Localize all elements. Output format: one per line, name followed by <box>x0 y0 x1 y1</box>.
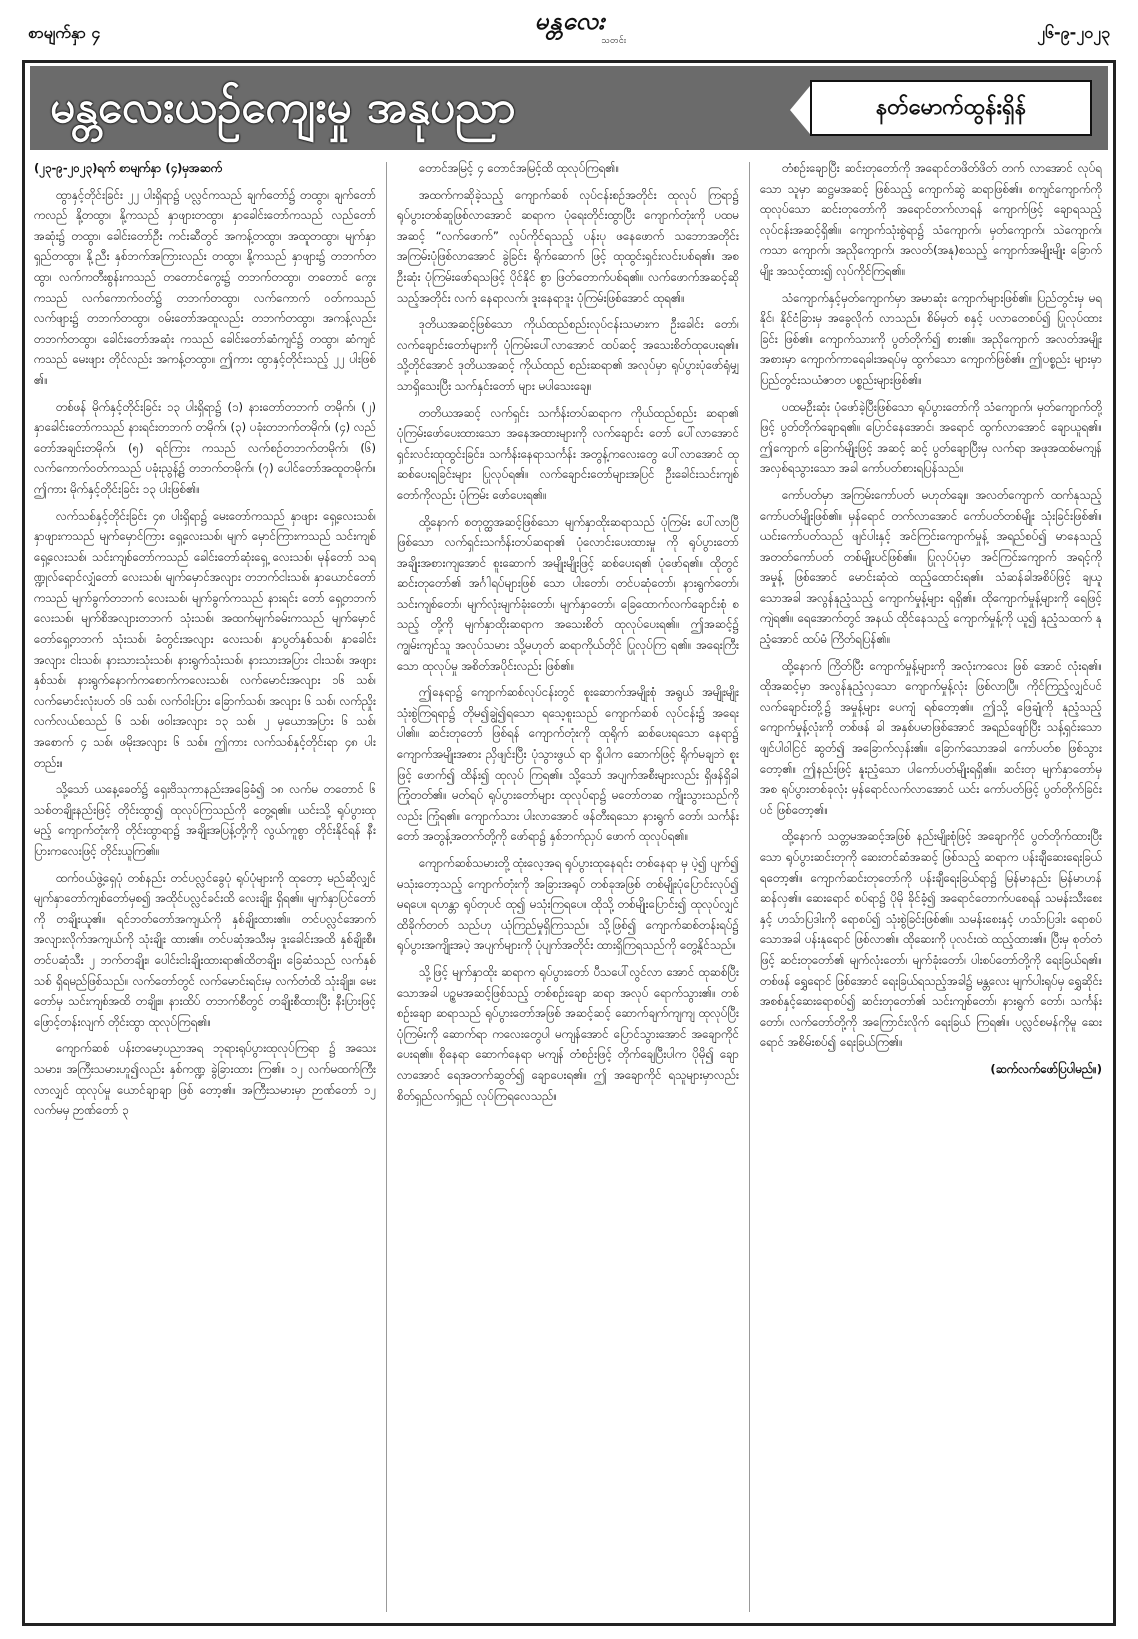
paragraph: တံစဉ်းချောပြီး ဆင်းတုတော်ကို အရောင်တဖိတ်ဖိတ် တက် လာအောင် လုပ်ရသော သူမှာ ဆဋ္ဌမအဆင့် ဖြစ်သည့် ကျောက်ဆွဲ ဆရာဖြစ်၏။ စကျင်ကျောက်ကို ထုလုပ်သော ဆင်းတုတော်ကို အရောင်တက်လာရန် ကျောက်ဖြင့် ချောရသည့် လုပ်ငန်းအဆင့်ရှိ၏။ ကျောက်သုံးစွဲရာ၌ သံကျောက်၊ မှတ်ကျောက်၊ သဲကျောက်၊ ကသာ ကျောက်၊ အညိုကျောက်၊ အလတ်(အနု)စသည့် ကျောက်အမျိုးမျိုး ခြောက်မျိုး အသင့်ထား၍ လုပ်ကိုင်ကြရ၏။ <box>760 161 1102 278</box>
paragraph: ထို့နောက် ကြိတ်ပြီး ကျောက်မှုန့်များကို အလုံးကလေး ဖြစ် အောင် လုံးရ၏။ ထိုအဆင့်မှာ အလွန်နုညံ့လှသော ကျောက်မှုန့်လုံး ဖြစ်လာပြီ။ ကိုင်ကြည့်လျှင်ပင် လက်ချောင်းတို့၌ အမှုန့်များ ပေကျံ ရစ်တော့၏။ ဤသို့ ဖြေချုံကို နုညံ့သည့် ကျောက်မှုန့်လုံးကို တစ်ဖန် ခါ အနှစ်ပမာဖြစ်အောင် အရည်ဖျော်ပြီး သန့်ရှင်းသော ဖျင်ပါဝါငြင် ဆွတ်၍ အခြောက်လှန်း၏။ ခြောက်သောအခါ ကော်ပတ်စ ဖြစ်သွား တော့၏။ ဤနည်းဖြင့် နူးညံ့သော ပါကော်ပတ်မျိုးရရှိ၏။ ဆင်းတု မျက်နှာတော်မှအစ ရုပ်ပွားတစ်ခုလုံး မှန်ရောင်လက်လာအောင် ယင်း ကော်ပတ်ဖြင့် ပွတ်တိုက်ခြင်းပင် ဖြစ်တော့၏။ <box>760 658 1102 817</box>
paragraph: ကျောက်ဆစ် ပန်းတမော့ပညာအရ ဘုရားရုပ်ပွားထုလုပ်ကြရာ ၌ အသေးသမား၊ အကြီးသမားဟူ၍လည်း နှစ်ကဏ္ဍ ခွဲခြားထား ကြ၏။ ၁၂ လက်မထက်ကြီးလာလျှင် ထုလုပ်မှု ယောင်ချာချာ ဖြစ် တော့၏။ အကြီးသမားမှာ ဉာဏ်တော် ၁၂ လက်မမှ ဉာဏ်တော် ၃ <box>34 1041 376 1118</box>
paragraph: ကော်ပတ်မှာ အကြမ်းကော်ပတ် မဟုတ်ချေ။ အလတ်ကျောက် ထက်နုသည့် ကော်ပတ်မျိုးဖြစ်၏။ မှန်ရောင် တက်လာအောင် ကော်ပတ်တစ်မျိုး သုံးခြင်းဖြစ်၏။ ယင်းကော်ပတ်သည် ဖျင်ပါးနှင့် အင်ကြင်းကျောက်မှုန့် အရည်စပ်၍ မာနေသည့် အတတ်ကော်ပတ် တစ်မျိုးပင်ဖြစ်၏။ ပြုလုပ်ပုံမှာ အင်ကြင်းကျောက် အရင့်ကို အမှုန့် ဖြစ်အောင် မောင်းဆုံထဲ ထည့်ထောင်းရ၏။ သံဆန်ခါအစိပ်ဖြင့် ချယူသောအခါ အလွန်နုညံ့သည့် ကျောက်မှုန့်များ ရရှိ၏။ ထိုကျောက်မှုန့်များကို ရေဖြင့် ကျဲရ၏။ ရေအောက်တွင် အနယ် ထိုင်နေသည့် ကျောက်မှုန့်ကို ယူ၍ နုညံ့သထက် နုညံ့အောင် ထပ်မံ ကြိတ်ရပြန်၏။ <box>760 487 1102 647</box>
paragraph: ဒုတိယအဆင့်ဖြစ်သော ကိုယ်ထည်စည်းလုပ်ငန်းသမားက ဦးခေါင်း တော်၊ လက်ချောင်းတော်များကို ပုံကြမ်းပေါ်လာအောင် ထပ်ဆင့် အသေးစိတ်ထုပေးရ၏။ သို့တိုင်အောင် ဒုတိယအဆင့် ကိုယ်ထည် စည်းဆရာ၏ အလုပ်မှာ ရုပ်ပွားပုံဖော်ရုံမျှသာရှိသေးပြီး သက်နှင်းတော် များ မပါသေးချေ။ <box>397 317 739 393</box>
paragraph: အထက်ကဆိုခဲ့သည့် ကျောက်ဆစ် လုပ်ငန်းစဉ်အတိုင်း ထုလုပ် ကြရာ၌ ရုပ်ပွားတစ်ဆူဖြစ်လာအောင် ဆရာက ပုံရေးတိုင်းထွာပြီး ကျောက်တုံးကို ပထမအဆင့် “လက်ဖောက်” လုပ်ကိုင်ရသည့် ပန်းပု ဖနေဖောက် သဘောအတိုင်း အကြမ်းပုံဖြစ်လာအောင် ခွဲခြင်း ရိုက်ဆောက် ဖြင့် ထုထွင်းရှင်းလင်းပစ်ရ၏။ အစဦးဆုံး ပုံကြမ်းဖော်ရသဖြင့် ပိုင်နိုင် စွာ ဖြတ်တောက်ပစ်ရ၏။ လက်ဖောက်အဆင့်ဆိုသည့်အတိုင်း လက် နေရာလက်၊ ဒူးနေရာဒူး ပုံကြမ်းဖြစ်အောင် ထုရ၏။ <box>397 187 739 305</box>
paragraph: ထက်ဝယ်ဖွဲ့ရှေပုံ တစ်နည်း တင်ပလ္လင်ခွေပုံ ရုပ်ပုံများကို ထုတော့ မည်ဆိုလျှင် မျက်နှာတော်ကျစ်တော်မှစ၍ အထိုင်ပလ္လင်ခင်းထိ လေးချိုး ရှိရ၏။ မျက်နှာပြင်တော်ကို တချိုးယူ၏။ ရင်ဘတ်တော်အကျယ်ကို နှစ်ချိုးထား၏။ တင်ပလ္လင်အောက် အလျားလိုက်အကျယ်ကို သုံးချိုး ထား၏။ တင်ပဆုံအသီးမှ ဒူးခေါင်းအထိ နှစ်ချိုးစီ။ တင်ပဆုံသီး ၂ ဘက်တချိုး၊ ပေါင်းငါးချိုးထားရာ၏ထိတချိုး၊ ခြေဆံသည် လက်နှစ် သစ် ရှိရမည်ဖြစ်သည်။ လက်တော်တွင် လက်မောင်းရင်းမှ လက်တံထိ သုံးချိုး။ မေးတော်မှ သင်းကျစ်အထိ တချိုး။ နားထိပ် တဘက်စီတွင် တချိုးစီထားပြီး နီးပြားဖြင့် ဖြောင့်တန်းလျက် တိုင်းထွာ ထုလုပ်ကြရ၏။ <box>34 870 376 1029</box>
article-title: မန္တလေးယဉ်ကျေးမှု အနုပညာ <box>50 82 516 133</box>
paragraph: တစ်ဖန် မိုက်နှင့်တိုင်းခြင်း ၁၃ ပါးရှိရာ၌ (၁) နားတော်တဘက် တမိုက်၊ (၂) နှာခေါင်းတော်ကသည် နားရင်းတဘက် တမိုက်၊ (၃) ပခုံးတဘက်တမိုက်၊ (၄) လည်တော်အချင်းတမိုက်၊ (၅) ရင်ကြား ကသည် လက်စဉ်တဘက်တမိုက်၊ (၆) လက်ကောက်ဝတ်ကသည် ပခုံးညွန့်၌ တဘက်တမိုက်၊ (၇) ပေါင်တော်အထူတမိုက်။ ဤကား မိုက်နှင့်တိုင်းခြင်း ၁၃ ပါးဖြစ်၏။ <box>34 399 376 496</box>
issue-date: ၂၆-၉-၂၀၂၃ <box>1037 23 1110 42</box>
paragraph: ကျောက်ဆစ်သမားတို့ ထုံးလေ့အရ ရုပ်ပွားထုနေရင်း တစ်နေရာ မှ ပဲ့၍ ပျက်၍ မသုံးတော့သည့် ကျောက်တုံးကို အခြားအရုပ် တစ်ခုအဖြစ် တစ်မျိုးပုံပြောင်းလုပ်၍ မရပေ။ ရဟန္တာ ရုပ်တုပင် ထု၍ မသုံးကြရပေ။ ထိုသို့ တစ်မျိုးပြောင်း၍ ထုလုပ်လျှင် ထိခိုက်တတ် သည်ဟု ယုံကြည်မှုရှိကြသည်။ သို့ဖြစ်၍ ကျောက်ဆစ်တန်းရပ်၌ ရုပ်ပွားအကျိုးအပဲ့ အပျက်များကို ပုံပျက်အတိုင်း ထားရှိကြရသည်ကို တွေ့နိုင်သည်။ <box>397 856 739 953</box>
logo-wordmark: မန္တလေး <box>534 7 606 35</box>
page-number: စာမျက်နှာ ၄ <box>28 23 101 42</box>
to-be-continued-note: (ဆက်လက်ဖော်ပြပါမည်။) <box>990 1061 1102 1076</box>
paragraph: သို့ဖြင့် မျက်နှာထိုး ဆရာက ရုပ်ပွားတော် ပီသပေါ်လွင်လာ အောင် ထုဆစ်ပြီးသောအခါ ပဉ္စမအဆင့်ဖြစ်သည့် တစ်စဉ်းချော ဆရာ အလုပ် ရောက်သွား၏။ တစ်စဉ်းချော ဆရာသည် ရုပ်ပွားတော်အဖြစ် အဆင့်ဆင့် ဆောက်ချက်ကျကျ ထုလုပ်ပြီး ပုံကြမ်းကို ဆောက်ရာ ကလေးတွေပါ မကျန်အောင် ပြောင်သွားအောင် အချောကိုင်ပေးရ၏။ စိုနေရာ ဆောက်နေရာ မကျန် တံစဉ်းဖြင့် တိုက်ချေပြီးပါက ပိုမို၍ ချောလာအောင် ရေအတက်ဆွတ်၍ ချောပေးရ၏။ ဤ အချောကိုင် ရသူများမှာလည်း စိတ်ရှည်လက်ရှည် လုပ်ကြရလေသည်။ <box>397 964 739 1103</box>
article-banner <box>30 66 1108 150</box>
paragraph: ထို့နောက် သတ္တမအဆင့်အဖြစ် နည်းမျိုးစုံဖြင့် အချောကိုင် ပွတ်တိုက်ထားပြီးသော ရုပ်ပွားဆင်းတုကို ဆေးတင်ဆံအဆင့် ဖြစ်သည့် ဆရာက ပန်းချီဆေးရေးခြယ်ရတော့၏။ ကျောက်ဆင်းတုတော်ကို ပန်းချီရေးခြယ်ရာ၌ မြန်မာနည်း မြန်မာဟန် ဆန်လှ၏။ ဆေးရောင် စပ်ရာ၌ ပိုမို ခိုင်ခံ့၍ အရောင်တောက်ပစေရန် သမန်းသီးစေးနှင့် ဟသ်ာပြဒါးကို ရောစပ်၍ သုံးစွဲခြင်းဖြစ်၏။ သမန်းစေးနှင့် ဟသ်ာပြဒါး ရောစပ်သောအခါ ပန်းနုရောင် ဖြစ်လာ၏။ ထိုဆေးကို ပုလင်းထဲ ထည့်ထား၏။ ပြီးမှ စုတ်တံဖြင့် ဆင်းတုတော်၏ မျက်လုံးတော်၊ မျက်ခုံးတော်၊ ပါးစပ်တော်တို့ကို ရေးခြယ်ရ၏။ တစ်ဖန် ရွှေရောင် ဖြစ်အောင် ရေးခြယ်ရသည့်အခါ၌ မန္တလေး မျက်ပါးရုပ်မှ ရွှေဆိုင်း အစစ်နှင့်ဆေးရောစပ်၍ ဆင်းတုတော်၏ သင်းကျစ်တော်၊ နားရွက် တော်၊ သင်္ကန်းတော်၊ လက်တော်တို့ကို အကြောင်းလိုက် ရေးခြယ် ကြရ၏။ ပလ္လင်စမန်ကိုမူ ဆေးရောင် အစိမ်းစပ်၍ ရေးခြယ်ကြ၏။ <box>760 829 1102 1050</box>
paragraph: ဤနေရာ၌ ကျောက်ဆစ်လုပ်ငန်းတွင် စူးဆောက်အမျိုးစုံ အရွယ် အမျိုးမျိုးသုံးစွဲကြရရာ၌ တိုမ၍ချွဲ၍ရသော ရသေ့စူးသည် ကျောက်ဆစ် လုပ်ငန်း၌ အရေးပါ၏။ ဆင်းတုတော် ဖြစ်ရန် ကျောက်တုံးကို ထုရိုက် ဆစ်ပေးရသော နေရာ၌ ကျောက်အမျိုးအစား ညှိဖျင်းပြီး ပုံသွားဖွယ် ရာ ရှိပါက ဆောက်ဖြင့် ရိုက်မချဘဲ စူးဖြင့် ဖောက်၍ ထိန်း၍ ထုလုပ် ကြရ၏။ သို့သော် အပျက်အစီးများလည်း ရှိဖန်ရှိခါ ကြုံတတ်၏။ မတ်ရပ် ရုပ်ပွားတော်များ ထုလုပ်ရာ၌ မတော်တဆ ကျိုးသွားသည်ကို လည်း ကြုံရ၏။ ကျောက်သား ပါးလာအောင် ဖန်တီးရသော နားရွက် တော်၊ သင်္ကန်းတော် အတွန့်အတက်တို့ကို ဖော်ရာ၌ နှစ်ဘက်ညှပ် ဖောက် ထုလုပ်ရ၏။ <box>397 685 739 844</box>
page-header <box>0 0 1138 58</box>
column-divider <box>749 162 750 1612</box>
paragraph: တတိယအဆင့် လက်ရှင်း သင်္ကန်းတပ်ဆရာက ကိုယ်ထည်စည်း ဆရာ၏ ပုံကြမ်းဖော်ပေးထားသော အနေအထားများကို လက်ချောင်း တော် ပေါ်လာအောင် ရှင်းလင်းထုထွင်းခြင်း၊ သင်္ကန်းနေရာသင်္ကန်း အတွန့်ကလေးတွေ ပေါ်လာအောင် ထုဆစ်ပေးရခြင်းများ ပြုလုပ်ရ၏။ လက်ချောင်းတော်များအပြင် ဦးခေါင်းသင်းကျစ်တော်ကိုလည်း ပုံကြမ်း ဖော်ပေးရ၏။ <box>397 405 739 502</box>
paragraph: သို့သော် ယနေ့ခေတ်၌ ရှေးဗိသုကာနည်းအခြေခံ၍ ၁၈ လက်မ တတောင် ၆ သစ်တချိုးနည်းဖြင့် တိုင်းထွာ၍ ထုလုပ်ကြသည်ကို တွေ့ရ၏။ ယင်းသို့ ရုပ်ပွားထုမည့် ကျောက်တုံးကို တိုင်းထွာရာ၌ အချိုးအပြန့်တို့ကို လွယ်ကူစွာ တိုင်းနိုင်ရန် နီးပြားကလေးဖြင့် တိုင်းယူကြ၏။ <box>34 782 376 858</box>
paragraph: သံကျောက်နှင့်မှတ်ကျောက်မှာ အမာဆုံး ကျောက်များဖြစ်၏။ ပြည်တွင်းမှ မရနိုင်၊ နိုင်ငံခြားမှ အခွေလိုက် လာသည်။ စိမ်မှတ် စနှင့် ပလာတေစပ်၍ ပြုလုပ်ထားခြင်း ဖြစ်၏။ ကျောက်သားကို ပွတ်တိုက်၍ စား၏။ အညိုကျောက် အလတ်အမျိုးအစားမှာ ကျောက်ကာရေခါးအရပ်မှ ထွက်သော ကျောက်ဖြစ်၏။ ဤပစ္စည်း များမှာ ပြည်တွင်းသယံဇာတ ပစ္စည်းများဖြစ်၏။ <box>760 290 1102 387</box>
paragraph: လက်သစ်နှင့်တိုင်းခြင်း ၄၈ ပါးရှိရာ၌ မေးတော်ကသည် နှာဖျား ရှေ့လေးသစ်၊ နှာဖျားကသည် မျက်မှောင်ကြား ရှေ့လေးသစ်၊ မျက် မှောင်ကြားကသည် သင်းကျစ်ရှေ့လေးသစ်၊ သင်းကျစ်တော်ကသည် ခေါင်းတော်ဆုံးရှေ့ လေးသစ်၊ မုန်တော် သရဏ္ဍုလ်ရောင်လျှံတော် လေးသစ်၊ မျက်မှောင်အလျား တဘက်ငါးသစ်၊ နှာယောင်တော် ကသည် မျက်ခွက်တဘက် လေးသစ်၊ မျက်ခွက်ကသည် နားရင်း တော် ရှေ့တဘက် လေးသစ်၊ မျက်စိအလျားတဘက် သုံးသစ်၊ အထက်မျက်ခမ်းကသည် မျက်မှောင်တော်ရှေ့တဘက် သုံးသစ်၊ ခံတွင်းအလျား လေးသစ်၊ နှာပွတ်နှစ်သစ်၊ နှာခေါင်းအလျား ငါးသစ်၊ နားသားသုံးသစ်၊ နားရွက်သုံးသစ်၊ နားသားအပြား ငါးသစ်၊ အဖျား နှစ်သစ်၊ နားရွက်နောက်ကစောက်ကလေးသစ်၊ လက်မောင်းအလျား ၁၆ သစ်၊ လက်မောင်းလုံးပတ် ၁၆ သစ်၊ လက်ဝါးပြား ခြောက်သစ်၊ အလျား ၆ သစ်၊ လက်ညှိုးလက်လယ်စသည် ၆ သစ်၊ ဖဝါးအလျား ၁၃ သစ်၊ ၂ မှယောအပြား ၆ သစ်၊ အစောက် ၄ သစ်၊ ဖမိုးအလျား ၆ သစ်။ ဤကား လက်သစ်နှင့်တိုင်းရာ ၄၈ ပါးတည်း။ <box>34 508 376 770</box>
column-1 <box>34 158 376 1618</box>
paragraph: တောင်အမြင့် ၄ တောင်အမြင့်ထိ ထုလုပ်ကြရ၏။ <box>419 161 620 175</box>
paragraph: ထို့နောက် စတုတ္ထအဆင့်ဖြစ်သော မျက်နှာထိုးဆရာသည် ပုံကြမ်း ပေါ်လာပြီဖြစ်သော လက်ရှင်းသင်္ကန်းတပ်ဆရာ၏ ပုံလောင်းပေးထားမှု ကို ရုပ်ပွားတော် အချိုးအစားကျအောင် စူးဆောက် အမျိုးမျိုးဖြင့် ဆစ်ပေးရ၏ ပုံဖော်ရ၏။ ထိုတွင် ဆင်းတုတော်၏ အင်္ဂါရပ်များဖြစ် သော ပါးတော်၊ တင်ပဆုံတော်၊ နားရွက်တော်၊ သင်းကျစ်တော်၊ မျက်လုံးမျက်ခုံးတော်၊ မျက်နှာတော်၊ ခြေထောက်လက်ချောင်းစုံ စသည့် တို့ကို မျက်နှာထိုးဆရာက အသေးစိတ် ထုလုပ်ပေးရ၏။ ဤအဆင့်၌ ကျွမ်းကျင်သူ အလုပ်သမား သို့မဟုတ် ဆရာကိုယ်တိုင် ပြုလုပ်ကြ ရ၏။ အရေးကြီးသော ထုလုပ်မှု အစိတ်အပိုင်းလည်း ဖြစ်၏။ <box>397 514 739 673</box>
article-body <box>34 158 1104 1618</box>
column-divider <box>386 162 387 1612</box>
newspaper-logo <box>500 6 640 52</box>
logo-subtitle: သတင်း <box>601 36 626 46</box>
continuation-note: (၂၃-၉-၂၀၂၃)ရက် စာမျက်နှာ (၄)မှအဆက် <box>34 161 223 175</box>
paragraph: ပထမဦးဆုံး ပုံဖော်ခဲ့ပြီးဖြစ်သော ရုပ်ပွားတော်ကို သံကျောက်၊ မှတ်ကျောက်တို့ဖြင့် ပွတ်တိုက်ချောရ၏။ ပြောင်နေအောင်၊ အရောင် ထွက်လာအောင် ချောယူရ၏။ ဤကျောက် ခြောက်မျိုးဖြင့် အဆင့် ဆင့် ပွတ်ချောပြီးမှ လက်ရာ အဖုအထစ်မကျန် အလှစ်ရသွားသော အခါ ကော်ပတ်စားရပြန်သည်။ <box>760 399 1102 476</box>
byline: နတ်မောက်ထွန်းရှိန် <box>810 80 1092 136</box>
column-2 <box>397 158 739 1618</box>
column-3 <box>760 158 1102 1618</box>
paragraph: ထွာနှင့်တိုင်းခြင်း ၂၂ ပါးရှိရာ၌ ပလ္လင်ကသည် ချက်တော်၌ တထွာ၊ ချက်တော်ကလည် နို့တထွာ၊ နို့ကသည် နှာဖျားတထွာ၊ နှာခေါင်းတော်ကသည် လည်တော်အဆုံး၌ တထွာ၊ ခေါင်းတော်ဦး ကင်းဆီတွင် အကန့်တထွာ၊ အထူတထွာ၊ မျက်နှာရှည်တထွာ၊ နို့ညီး နှစ်ဘက်အကြားလည်း တထွာ၊ နို့ကသည် နှာဖျား၌ တဘက်တထွာ၊ လက်ကတီးစွန်းကသည် တတောင်ကွေး၌ တဘက်တထွာ၊ တတောင် ကွေးကသည် လက်ကောက်ဝတ်၌ တဘက်တထွာ၊ လက်ကောက် ဝတ်ကသည် လက်ဖျား၌ တဘက်တထွာ၊ ဝမ်းတော်အထူလည်း တဘက်တထွာ၊ အကန့်လည်း တဘက်တထွာ၊ ခေါင်းတော်အဆုံး ကသည် ခေါင်းတော်ဆံကျင်၌ တထွာ၊ ဆံကျင်ကသည် မေးဖျား တိုင်လည်း အကန့်တထွာ။ ဤကား ထွာနှင့်တိုင်းသည့် ၂၂ ပါးဖြစ် ၏။ <box>34 187 376 387</box>
